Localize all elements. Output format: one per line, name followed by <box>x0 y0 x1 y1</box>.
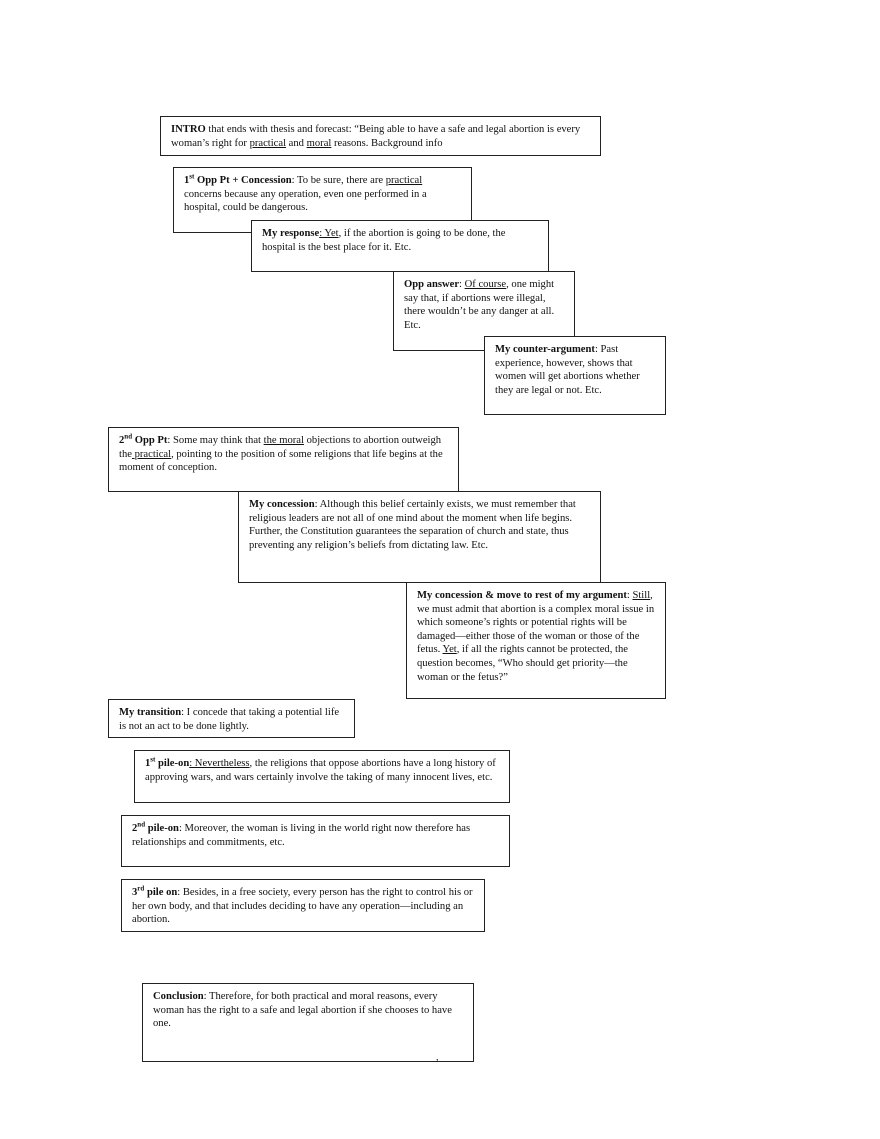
conclusion-box <box>142 983 474 1062</box>
pile-on-2-number: 2 <box>132 823 138 834</box>
concession-move-text-3: , if all the rights cannot be protected, the question becomes, “Who should get priority—the woman or the fetus?” <box>417 644 628 683</box>
pile-on-3-number: 3 <box>132 887 138 898</box>
concession-move-underline-yet: Yet <box>442 644 457 656</box>
intro-text-1: that ends with thesis and forecast: “Being able to have a safe and legal abortion is every woman’s right for <box>171 124 581 149</box>
opp-answer-text-2: , one might say that, if abortions were illegal, there wouldn’t be any danger at all. Etc. <box>404 279 555 331</box>
transition-text-1: : I concede that taking a potential life is not an act to be done lightly. <box>119 707 340 732</box>
opp-answer-text-1: : <box>459 279 465 290</box>
intro-text-2: and <box>286 137 307 149</box>
conclusion-text-1: : Therefore, for both practical and moral reasons, every woman has the right to a safe and legal abortion if she chooses to have one. <box>153 991 452 1030</box>
conclusion-label: Conclusion <box>153 991 204 1002</box>
concession-move-text-1: : <box>626 590 633 601</box>
pile-on-1-number: 1 <box>145 758 151 769</box>
response-text-1: , if the abortion is going to be done, the hospital is the best place for it. Etc. <box>262 228 506 253</box>
opp1-text-2: concerns because any operation, even one performed in a hospital, could be dangerous. <box>184 188 427 214</box>
opp2-text-1: : Some may think that <box>167 435 264 446</box>
opp2-label: Opp Pt <box>132 435 168 446</box>
concession-text-1: : Although this belief certainly exists, we must remember that religious leaders are not all of one mind about the moment when life begins. Further, the Constitution guarantees the separation of church and state, thus preventing any religion’s beliefs from dictating law. Etc. <box>249 499 576 551</box>
pile-on-1-underline-nevertheless: : Nevertheless <box>189 758 250 769</box>
counter-argument-box <box>484 336 666 415</box>
footer-mark: , <box>436 1052 439 1063</box>
pile-on-3-box <box>121 879 485 932</box>
concession-move-box <box>406 582 666 699</box>
opp2-text-3: , pointing to the position of some religions that life begins at the moment of conception. <box>119 448 443 474</box>
opp2-box <box>108 427 459 492</box>
transition-box <box>108 699 355 738</box>
pile-on-2-box <box>121 815 510 867</box>
concession-box <box>238 491 601 583</box>
counter-argument-text-1: : Past experience, however, shows that women will get abortions whether they are legal or not. Etc. <box>495 344 640 396</box>
opp-answer-label: Opp answer <box>404 279 460 290</box>
concession-move-label: My concession & move to rest of my argument <box>417 590 627 601</box>
opp1-number: 1 <box>184 175 190 186</box>
pile-on-3-label: pile on <box>144 887 178 898</box>
response-label: My response <box>262 228 320 239</box>
opp2-text-2: objections to abortion outweigh the <box>119 435 442 460</box>
opp1-underline-practical: practical <box>385 175 423 186</box>
concession-label: My concession <box>249 499 315 510</box>
intro-text-3: reasons. Background info <box>331 137 443 149</box>
counter-argument-label: My counter-argument <box>495 344 595 355</box>
response-underline-yet: : Yet <box>319 228 339 239</box>
opp1-label: Opp Pt + Concession <box>194 175 292 186</box>
opp-answer-underline-of-course: Of course <box>464 279 507 290</box>
opp1-text-1: : To be sure, there are <box>291 175 386 186</box>
intro-underline-practical: practical <box>249 137 287 149</box>
transition-label: My transition <box>119 707 182 718</box>
pile-on-3-text-1: : Besides, in a free society, every person has the right to control his or her own body, and that includes deciding to have any operation—including an abortion. <box>132 887 473 926</box>
pile-on-1-ordinal: st <box>150 755 156 764</box>
opp1-ordinal: st <box>189 172 195 181</box>
pile-on-2-ordinal: nd <box>137 820 146 829</box>
pile-on-1-text-1: , the religions that oppose abortions have a long history of approving wars, and wars certainly involve the taking of many innocent lives, etc. <box>145 758 496 783</box>
concession-move-text-2: , we must admit that abortion is a complex moral issue in which someone’s rights or potential rights will be damaged—either those of the woman or those of the fetus. <box>417 590 655 656</box>
intro-label: INTRO <box>171 124 206 135</box>
pile-on-2-label: pile-on <box>145 823 179 834</box>
intro-box <box>160 116 601 156</box>
intro-underline-moral: moral <box>306 137 332 149</box>
pile-on-3-ordinal: rd <box>137 884 145 893</box>
opp2-underline-the-moral: the moral <box>263 435 304 446</box>
opp2-number: 2 <box>119 435 125 446</box>
opp2-underline-practical: practical <box>131 448 172 460</box>
pile-on-1-label: pile-on <box>155 758 190 769</box>
concession-move-underline-still: Still <box>632 590 651 601</box>
opp2-ordinal: nd <box>124 432 133 441</box>
pile-on-1-box <box>134 750 510 803</box>
pile-on-2-text-1: : Moreover, the woman is living in the world right now therefore has relationships and commitments, etc. <box>132 823 471 848</box>
response-box <box>251 220 549 272</box>
